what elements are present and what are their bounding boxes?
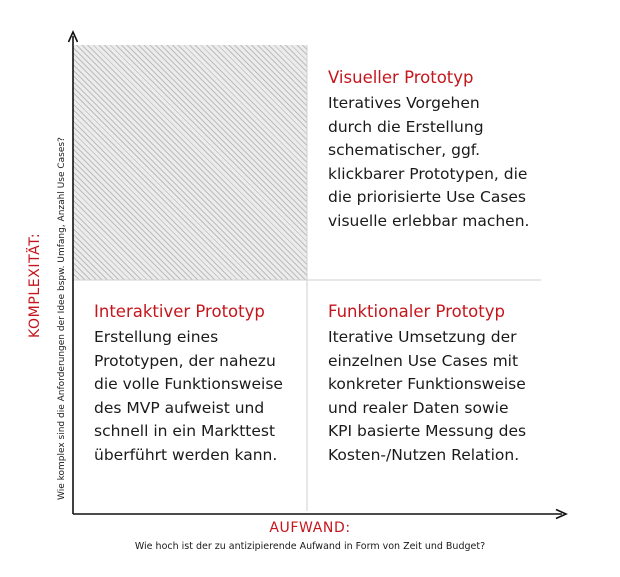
body-line: Iteratives Vorgehen	[328, 94, 480, 112]
body-line: klickbarer Prototypen, die	[328, 164, 528, 183]
body-line: KPI basierte Messung des	[328, 422, 527, 440]
body-line: schnell in ein Markttest	[94, 422, 276, 440]
body-line: Iterative Umsetzung der	[328, 328, 517, 346]
x-axis-subtitle: Wie hoch ist der zu antizipierende Aufwand in Form von Zeit und Budget?	[134, 541, 486, 552]
body-line: Kosten-/Nutzen Relation.	[328, 445, 520, 464]
y-axis-title: KOMPLEXITÄT:	[27, 232, 43, 338]
body-line: schematischer, ggf.	[328, 141, 481, 159]
body-line: konkreter Funktionsweise	[328, 375, 526, 393]
body-line: und realer Daten sowie	[328, 398, 509, 417]
body-line: des MVP aufweist und	[94, 398, 265, 417]
body-line: die volle Funktionsweise	[94, 375, 283, 393]
visueller-prototyp-description	[328, 92, 529, 233]
body-line: überführt werden kann.	[94, 445, 278, 464]
body-line: die priorisierte Use Cases	[328, 188, 527, 206]
body-line: Prototypen, der nahezu	[94, 351, 276, 370]
funktionaler-prototyp-description	[328, 326, 526, 467]
body-line: Erstellung eines	[94, 328, 219, 346]
x-axis-title: AUFWAND:	[269, 520, 351, 536]
visueller-prototyp-title: Visueller Prototyp	[328, 68, 474, 87]
funktionaler-prototyp-title: Funktionaler Prototyp	[328, 302, 505, 321]
body-line: einzelnen Use Cases mit	[328, 351, 519, 370]
body-line: durch die Erstellung	[328, 117, 484, 136]
body-line: visuelle erlebbar machen.	[328, 211, 530, 230]
interaktiver-prototyp-title: Interaktiver Prototyp	[94, 302, 265, 321]
interaktiver-prototyp-description	[94, 326, 283, 467]
y-axis-subtitle: Wie komplex sind die Anforderungen der Idee bspw. Umfang, Anzahl Use Cases?	[57, 137, 67, 500]
